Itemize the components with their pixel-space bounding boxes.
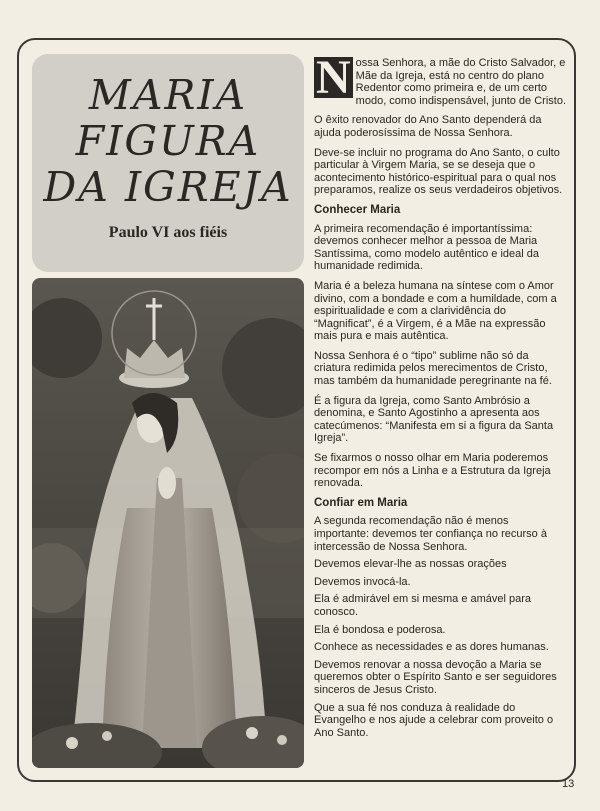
article-text-column [314, 51, 567, 769]
section2-paragraph: Ela é bondosa e poderosa. [314, 623, 446, 636]
section-heading-confiar: Confiar em Maria [314, 496, 408, 509]
statue-of-virgin-mary-photo-icon [32, 278, 304, 768]
section1-paragraph: É a figura da Igreja, como Santo Ambrósio a denomina, e Santo Agostinho a apresenta aos catecúmenos: “Manifesta em si a figura da Santa Igreja”. [314, 394, 554, 445]
title-line-1: MARIA [88, 71, 248, 119]
title-panel [32, 54, 304, 272]
section1-paragraph: Se fixarmos o nosso olhar em Maria poderemos recompor em nós a Linha e a Estrutura da Igreja renovada. [314, 452, 551, 490]
page-number: 13 [562, 778, 575, 790]
section1-paragraph: A primeira recomendação é importantíssima: devemos conhecer melhor a pessoa de Maria Santíssima, como modelo autêntico e ideal da humanidade redimida. [314, 222, 540, 273]
section2-paragraph: Devemos elevar-lhe as nossas orações [314, 558, 507, 571]
article-subtitle: Paulo VI aos fiéis [108, 224, 228, 241]
section2-paragraph: Devemos renovar a nossa devoção a Maria se queremos obter o Espírito Santo e ser seguidores sinceros de Jesus Cristo. [314, 658, 557, 696]
section2-paragraph: Que a sua fé nos conduza à realidade do Evangelho e nos ajude a celebrar com proveito o Ano Santo. [314, 701, 554, 739]
title-line-3: DA IGREJA [43, 163, 293, 211]
section2-paragraph: A segunda recomendação não é menos importante: devemos ter confiança no recurso à intercessão de Nossa Senhora. [314, 515, 547, 553]
section2-paragraph: Conhece as necessidades e as dores humanas. [314, 641, 549, 654]
intro-paragraph [314, 51, 567, 107]
drop-cap: N [316, 51, 351, 104]
section2-paragraph: Devemos invocá-la. [314, 575, 411, 588]
title-line-2: FIGURA [75, 117, 261, 165]
article-title [32, 72, 304, 210]
statue-photo [32, 278, 304, 768]
section1-paragraph: Nossa Senhora é o “tipo” sublime não só da criatura redimida pelos merecimentos de Cristo, mas também da humanidade peregrinante na fé. [314, 349, 552, 388]
intro-text: ossa Senhora, a mãe do Cristo Salvador, e Mãe da Igreja, está no centro do plano Redentor como primeira e, de um certo modo, como indispensável, junto de Cristo. [355, 57, 567, 107]
paragraph-2: O êxito renovador do Ano Santo dependerá da ajuda poderosíssima de Nossa Senhora. [314, 114, 542, 139]
section1-paragraph: Maria é a beleza humana na síntese com o Amor divino, com a bondade e com a humildade, com a espiritualidade e com a clarividência do “Magnificat”, é a Virgem, é a Mãe na expressão mais pura e mais autêntica. [314, 279, 557, 343]
paragraph-3: Deve-se incluir no programa do Ano Santo, o culto particular à Virgem Maria, se se deseja que o acontecimento histórico-espiritual para o qual nos preparamos, realize os seus verdadeiros objetivos. [314, 146, 563, 197]
section-heading-conhecer: Conhecer Maria [314, 203, 401, 216]
section2-paragraph: Ela é admirável em si mesma e amável para conosco. [314, 593, 532, 618]
